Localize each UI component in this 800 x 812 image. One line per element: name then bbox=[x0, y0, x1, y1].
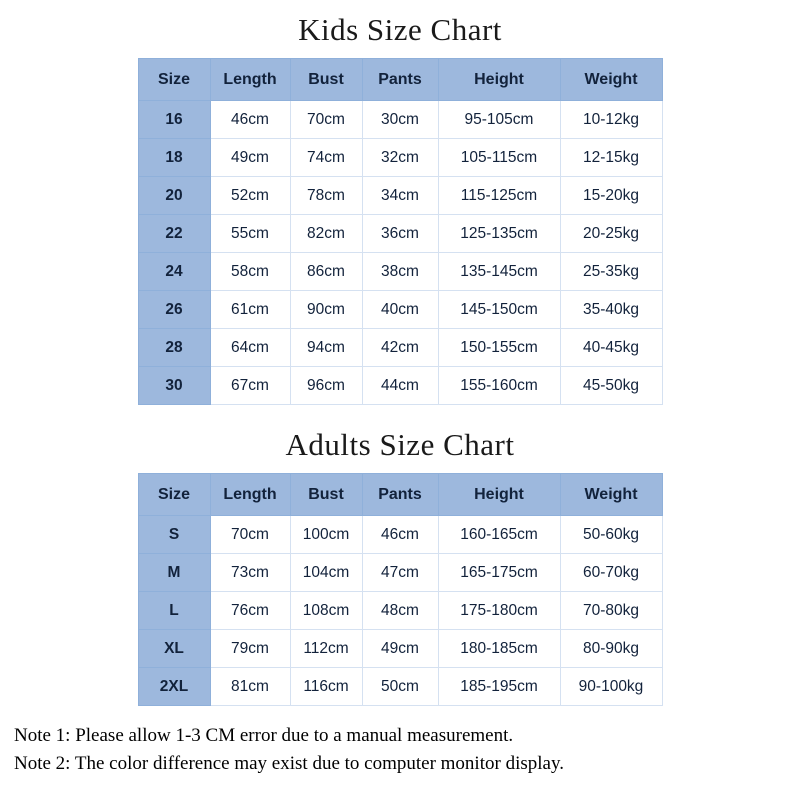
adults-table-body bbox=[138, 516, 662, 706]
kids-table-body bbox=[138, 101, 662, 405]
kids-cell-height: 145-150cm bbox=[438, 291, 560, 329]
note-line-2: Note 2: The color difference may exist due to computer monitor display. bbox=[14, 752, 564, 774]
kids-cell-length: 46cm bbox=[210, 101, 290, 139]
adults-cell-length: 79cm bbox=[210, 630, 290, 668]
kids-cell-bust: 70cm bbox=[290, 101, 362, 139]
kids-col-header-height: Height bbox=[438, 59, 560, 101]
kids-cell-size: 16 bbox=[138, 101, 210, 139]
kids-cell-weight: 25-35kg bbox=[560, 253, 662, 291]
adults-cell-bust: 104cm bbox=[290, 554, 362, 592]
adults-cell-size: 2XL bbox=[138, 668, 210, 706]
kids-col-header-weight: Weight bbox=[560, 59, 662, 101]
adults-table-header bbox=[138, 474, 662, 516]
kids-cell-weight: 35-40kg bbox=[560, 291, 662, 329]
kids-cell-size: 30 bbox=[138, 367, 210, 405]
kids-cell-pants: 40cm bbox=[362, 291, 438, 329]
adults-cell-bust: 116cm bbox=[290, 668, 362, 706]
kids-col-header-length: Length bbox=[210, 59, 290, 101]
kids-col-header-pants: Pants bbox=[362, 59, 438, 101]
adults-cell-height: 180-185cm bbox=[438, 630, 560, 668]
kids-cell-weight: 40-45kg bbox=[560, 329, 662, 367]
kids-cell-length: 58cm bbox=[210, 253, 290, 291]
kids-col-header-size: Size bbox=[138, 59, 210, 101]
kids-cell-height: 155-160cm bbox=[438, 367, 560, 405]
adults-col-header-bust: Bust bbox=[290, 474, 362, 516]
kids-cell-pants: 32cm bbox=[362, 139, 438, 177]
kids-cell-height: 105-115cm bbox=[438, 139, 560, 177]
table-row bbox=[138, 516, 662, 554]
kids-cell-size: 26 bbox=[138, 291, 210, 329]
adults-cell-pants: 46cm bbox=[362, 516, 438, 554]
adults-col-header-height: Height bbox=[438, 474, 560, 516]
kids-cell-pants: 36cm bbox=[362, 215, 438, 253]
kids-cell-bust: 96cm bbox=[290, 367, 362, 405]
kids-cell-pants: 30cm bbox=[362, 101, 438, 139]
adults-cell-length: 70cm bbox=[210, 516, 290, 554]
adults-cell-height: 175-180cm bbox=[438, 592, 560, 630]
kids-chart-title: Kids Size Chart bbox=[298, 12, 502, 47]
kids-cell-weight: 15-20kg bbox=[560, 177, 662, 215]
kids-cell-weight: 10-12kg bbox=[560, 101, 662, 139]
adults-cell-weight: 70-80kg bbox=[560, 592, 662, 630]
kids-cell-bust: 90cm bbox=[290, 291, 362, 329]
kids-cell-size: 18 bbox=[138, 139, 210, 177]
kids-cell-size: 24 bbox=[138, 253, 210, 291]
kids-cell-bust: 94cm bbox=[290, 329, 362, 367]
table-row bbox=[138, 139, 662, 177]
table-row bbox=[138, 554, 662, 592]
kids-cell-length: 52cm bbox=[210, 177, 290, 215]
adults-col-header-weight: Weight bbox=[560, 474, 662, 516]
kids-cell-length: 67cm bbox=[210, 367, 290, 405]
adults-cell-weight: 60-70kg bbox=[560, 554, 662, 592]
adults-table-wrapper bbox=[0, 473, 800, 706]
adults-cell-weight: 80-90kg bbox=[560, 630, 662, 668]
adults-cell-pants: 47cm bbox=[362, 554, 438, 592]
table-header-row bbox=[138, 59, 662, 101]
adults-size-table bbox=[138, 473, 663, 706]
adults-cell-length: 81cm bbox=[210, 668, 290, 706]
adults-cell-pants: 50cm bbox=[362, 668, 438, 706]
kids-cell-weight: 45-50kg bbox=[560, 367, 662, 405]
table-header-row bbox=[138, 474, 662, 516]
kids-cell-length: 64cm bbox=[210, 329, 290, 367]
table-row bbox=[138, 668, 662, 706]
table-row bbox=[138, 630, 662, 668]
kids-table-wrapper bbox=[0, 58, 800, 405]
kids-cell-size: 20 bbox=[138, 177, 210, 215]
adults-cell-bust: 100cm bbox=[290, 516, 362, 554]
notes-section bbox=[0, 722, 800, 777]
adults-cell-size: XL bbox=[138, 630, 210, 668]
kids-cell-bust: 82cm bbox=[290, 215, 362, 253]
adults-cell-size: L bbox=[138, 592, 210, 630]
kids-table-header bbox=[138, 59, 662, 101]
kids-cell-weight: 20-25kg bbox=[560, 215, 662, 253]
kids-cell-length: 49cm bbox=[210, 139, 290, 177]
kids-cell-height: 115-125cm bbox=[438, 177, 560, 215]
table-row bbox=[138, 291, 662, 329]
kids-cell-size: 28 bbox=[138, 329, 210, 367]
adults-cell-pants: 48cm bbox=[362, 592, 438, 630]
kids-cell-bust: 74cm bbox=[290, 139, 362, 177]
kids-cell-length: 55cm bbox=[210, 215, 290, 253]
adults-cell-height: 160-165cm bbox=[438, 516, 560, 554]
table-row bbox=[138, 177, 662, 215]
kids-cell-bust: 78cm bbox=[290, 177, 362, 215]
adults-col-header-pants: Pants bbox=[362, 474, 438, 516]
kids-size-table bbox=[138, 58, 663, 405]
adults-cell-size: M bbox=[138, 554, 210, 592]
kids-cell-bust: 86cm bbox=[290, 253, 362, 291]
table-row bbox=[138, 592, 662, 630]
kids-cell-pants: 44cm bbox=[362, 367, 438, 405]
kids-cell-length: 61cm bbox=[210, 291, 290, 329]
adults-cell-bust: 112cm bbox=[290, 630, 362, 668]
adults-cell-height: 165-175cm bbox=[438, 554, 560, 592]
kids-cell-pants: 38cm bbox=[362, 253, 438, 291]
kids-cell-height: 125-135cm bbox=[438, 215, 560, 253]
adults-cell-length: 76cm bbox=[210, 592, 290, 630]
note-line-1: Note 1: Please allow 1-3 CM error due to a manual measurement. bbox=[14, 725, 514, 746]
kids-cell-size: 22 bbox=[138, 215, 210, 253]
adults-cell-bust: 108cm bbox=[290, 592, 362, 630]
table-row bbox=[138, 253, 662, 291]
kids-cell-weight: 12-15kg bbox=[560, 139, 662, 177]
adults-col-header-length: Length bbox=[210, 474, 290, 516]
kids-cell-height: 95-105cm bbox=[438, 101, 560, 139]
adults-chart-title: Adults Size Chart bbox=[285, 427, 515, 462]
adults-cell-length: 73cm bbox=[210, 554, 290, 592]
kids-cell-pants: 42cm bbox=[362, 329, 438, 367]
table-row bbox=[138, 329, 662, 367]
size-chart-page bbox=[0, 12, 800, 812]
table-row bbox=[138, 215, 662, 253]
kids-cell-height: 135-145cm bbox=[438, 253, 560, 291]
kids-col-header-bust: Bust bbox=[290, 59, 362, 101]
table-row bbox=[138, 367, 662, 405]
adults-cell-weight: 50-60kg bbox=[560, 516, 662, 554]
table-row bbox=[138, 101, 662, 139]
adults-cell-size: S bbox=[138, 516, 210, 554]
adults-col-header-size: Size bbox=[138, 474, 210, 516]
adults-cell-weight: 90-100kg bbox=[560, 668, 662, 706]
kids-cell-pants: 34cm bbox=[362, 177, 438, 215]
adults-cell-pants: 49cm bbox=[362, 630, 438, 668]
kids-cell-height: 150-155cm bbox=[438, 329, 560, 367]
adults-cell-height: 185-195cm bbox=[438, 668, 560, 706]
